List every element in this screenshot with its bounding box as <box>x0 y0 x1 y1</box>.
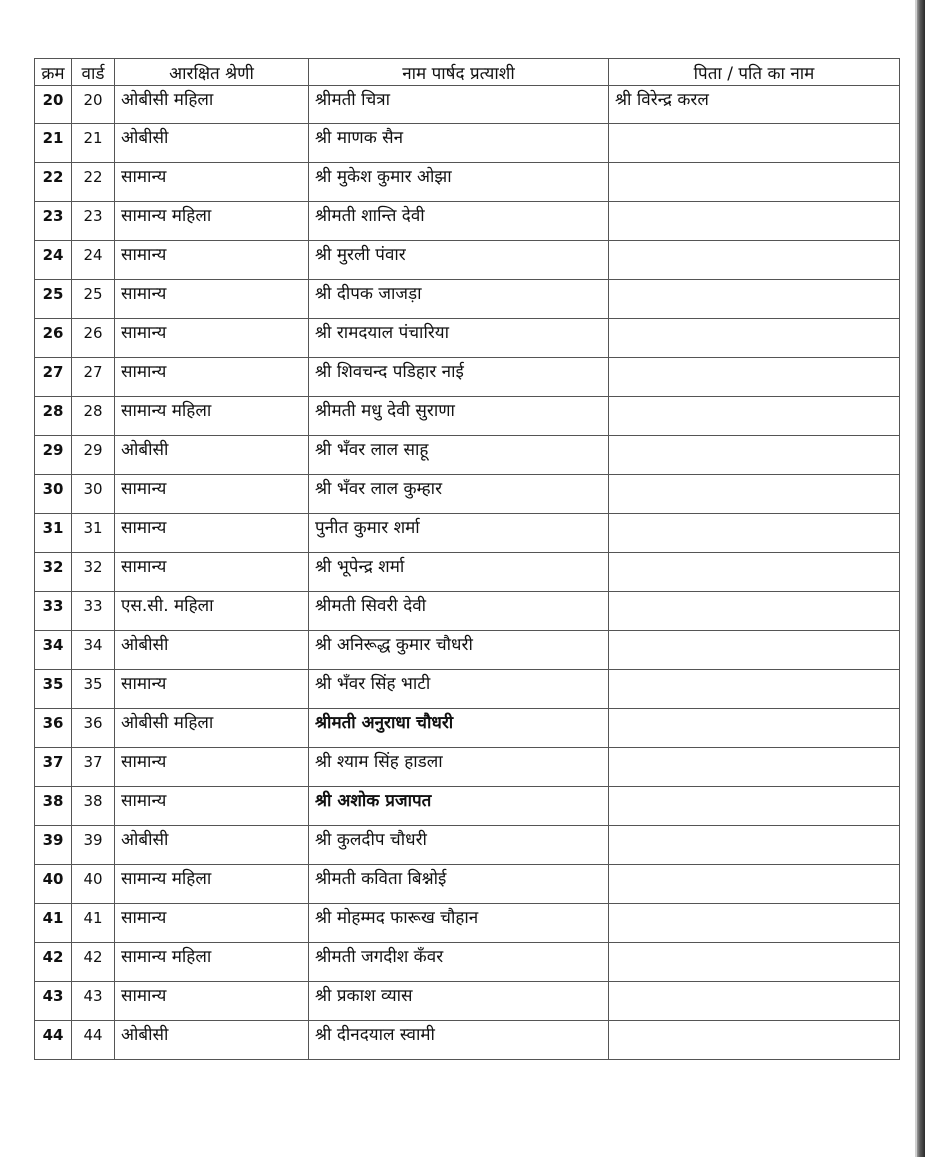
header-father: पिता / पति का नाम <box>609 59 900 86</box>
cell-candidate-name: श्री माणक सैन <box>309 124 609 163</box>
cell-category: सामान्य <box>115 982 309 1021</box>
cell-ward: 35 <box>72 670 115 709</box>
cell-candidate-name: श्री भँवर सिंह भाटी <box>309 670 609 709</box>
cell-ward: 25 <box>72 280 115 319</box>
cell-candidate-name: श्री दीपक जाजड़ा <box>309 280 609 319</box>
cell-ward: 37 <box>72 748 115 787</box>
table-row <box>35 709 900 748</box>
cell-ward: 41 <box>72 904 115 943</box>
cell-candidate-name: श्रीमती कविता बिश्नोई <box>309 865 609 904</box>
cell-father-name <box>609 1021 900 1060</box>
table-row <box>35 1021 900 1060</box>
table-row <box>35 592 900 631</box>
table-row <box>35 514 900 553</box>
cell-father-name <box>609 553 900 592</box>
cell-candidate-name: श्री कुलदीप चौधरी <box>309 826 609 865</box>
cell-candidate-name: श्रीमती चित्रा <box>309 86 609 124</box>
cell-candidate-name: श्रीमती जगदीश कँवर <box>309 943 609 982</box>
cell-serial: 20 <box>35 86 72 124</box>
cell-serial: 32 <box>35 553 72 592</box>
cell-candidate-name: श्रीमती शान्ति देवी <box>309 202 609 241</box>
cell-ward: 27 <box>72 358 115 397</box>
cell-serial: 42 <box>35 943 72 982</box>
cell-candidate-name: श्रीमती सिवरी देवी <box>309 592 609 631</box>
cell-candidate-name: श्री भँवर लाल साहू <box>309 436 609 475</box>
cell-category: सामान्य महिला <box>115 202 309 241</box>
cell-father-name <box>609 358 900 397</box>
cell-serial: 29 <box>35 436 72 475</box>
table-row <box>35 280 900 319</box>
cell-category: सामान्य <box>115 553 309 592</box>
cell-father-name <box>609 826 900 865</box>
cell-father-name <box>609 670 900 709</box>
cell-ward: 33 <box>72 592 115 631</box>
cell-serial: 35 <box>35 670 72 709</box>
cell-father-name <box>609 436 900 475</box>
table-row <box>35 943 900 982</box>
cell-ward: 40 <box>72 865 115 904</box>
cell-serial: 30 <box>35 475 72 514</box>
cell-serial: 44 <box>35 1021 72 1060</box>
cell-category: ओबीसी <box>115 436 309 475</box>
cell-serial: 27 <box>35 358 72 397</box>
table-row <box>35 358 900 397</box>
cell-serial: 40 <box>35 865 72 904</box>
cell-father-name <box>609 397 900 436</box>
cell-category: एस.सी. महिला <box>115 592 309 631</box>
cell-serial: 43 <box>35 982 72 1021</box>
cell-category: सामान्य महिला <box>115 865 309 904</box>
cell-father-name: श्री विरेन्द्र करल <box>609 86 900 124</box>
cell-category: ओबीसी <box>115 1021 309 1060</box>
cell-ward: 28 <box>72 397 115 436</box>
cell-serial: 31 <box>35 514 72 553</box>
cell-father-name <box>609 319 900 358</box>
table-row <box>35 163 900 202</box>
cell-ward: 44 <box>72 1021 115 1060</box>
cell-category: सामान्य <box>115 319 309 358</box>
cell-father-name <box>609 982 900 1021</box>
cell-serial: 26 <box>35 319 72 358</box>
cell-ward: 24 <box>72 241 115 280</box>
cell-candidate-name: श्री शिवचन्द पडिहार नाई <box>309 358 609 397</box>
cell-ward: 26 <box>72 319 115 358</box>
cell-father-name <box>609 904 900 943</box>
table-row <box>35 202 900 241</box>
page-edge-shadow <box>917 0 925 1157</box>
cell-ward: 34 <box>72 631 115 670</box>
cell-candidate-name: श्री दीनदयाल स्वामी <box>309 1021 609 1060</box>
cell-category: सामान्य महिला <box>115 397 309 436</box>
cell-ward: 39 <box>72 826 115 865</box>
cell-ward: 42 <box>72 943 115 982</box>
header-ward: वार्ड <box>72 59 115 86</box>
cell-category: सामान्य <box>115 670 309 709</box>
cell-category: सामान्य <box>115 514 309 553</box>
cell-category: सामान्य <box>115 904 309 943</box>
header-serial: क्रम <box>35 59 72 86</box>
cell-ward: 22 <box>72 163 115 202</box>
cell-candidate-name: श्रीमती अनुराधा चौधरी <box>309 709 609 748</box>
cell-serial: 22 <box>35 163 72 202</box>
table-row <box>35 436 900 475</box>
cell-ward: 21 <box>72 124 115 163</box>
table-row <box>35 475 900 514</box>
table-row <box>35 826 900 865</box>
cell-father-name <box>609 709 900 748</box>
cell-father-name <box>609 865 900 904</box>
cell-ward: 43 <box>72 982 115 1021</box>
header-category: आरक्षित श्रेणी <box>115 59 309 86</box>
cell-candidate-name: श्री अशोक प्रजापत <box>309 787 609 826</box>
table-row <box>35 124 900 163</box>
table-header-row <box>35 59 900 86</box>
cell-serial: 25 <box>35 280 72 319</box>
table-row <box>35 670 900 709</box>
cell-father-name <box>609 592 900 631</box>
cell-ward: 31 <box>72 514 115 553</box>
table-row <box>35 553 900 592</box>
cell-category: ओबीसी महिला <box>115 86 309 124</box>
cell-candidate-name: श्रीमती मधु देवी सुराणा <box>309 397 609 436</box>
cell-serial: 34 <box>35 631 72 670</box>
cell-father-name <box>609 943 900 982</box>
cell-serial: 38 <box>35 787 72 826</box>
cell-serial: 33 <box>35 592 72 631</box>
cell-father-name <box>609 241 900 280</box>
cell-candidate-name: श्री मुरली पंवार <box>309 241 609 280</box>
cell-candidate-name: श्री प्रकाश व्यास <box>309 982 609 1021</box>
cell-serial: 21 <box>35 124 72 163</box>
cell-serial: 36 <box>35 709 72 748</box>
cell-ward: 36 <box>72 709 115 748</box>
cell-ward: 32 <box>72 553 115 592</box>
cell-serial: 41 <box>35 904 72 943</box>
table-row <box>35 787 900 826</box>
cell-father-name <box>609 787 900 826</box>
cell-serial: 28 <box>35 397 72 436</box>
cell-candidate-name: श्री श्याम सिंह हाडला <box>309 748 609 787</box>
cell-category: सामान्य <box>115 748 309 787</box>
cell-father-name <box>609 514 900 553</box>
cell-candidate-name: श्री मोहम्मद फारूख चौहान <box>309 904 609 943</box>
candidate-table <box>34 58 900 1060</box>
header-candidate: नाम पार्षद प्रत्याशी <box>309 59 609 86</box>
table-row <box>35 865 900 904</box>
table-row <box>35 241 900 280</box>
table-row <box>35 631 900 670</box>
cell-ward: 20 <box>72 86 115 124</box>
cell-candidate-name: पुनीत कुमार शर्मा <box>309 514 609 553</box>
cell-category: ओबीसी <box>115 124 309 163</box>
table-row <box>35 86 900 124</box>
cell-father-name <box>609 202 900 241</box>
cell-ward: 23 <box>72 202 115 241</box>
cell-candidate-name: श्री भूपेन्द्र शर्मा <box>309 553 609 592</box>
cell-ward: 38 <box>72 787 115 826</box>
table-row <box>35 397 900 436</box>
table-row <box>35 748 900 787</box>
table-row <box>35 904 900 943</box>
cell-category: सामान्य <box>115 787 309 826</box>
cell-father-name <box>609 280 900 319</box>
cell-father-name <box>609 748 900 787</box>
cell-father-name <box>609 631 900 670</box>
table-row <box>35 982 900 1021</box>
cell-ward: 30 <box>72 475 115 514</box>
cell-category: सामान्य <box>115 475 309 514</box>
cell-father-name <box>609 475 900 514</box>
table-body <box>35 86 900 1060</box>
table-row <box>35 319 900 358</box>
cell-father-name <box>609 163 900 202</box>
cell-category: सामान्य <box>115 358 309 397</box>
cell-candidate-name: श्री अनिरूद्ध कुमार चौधरी <box>309 631 609 670</box>
cell-serial: 23 <box>35 202 72 241</box>
cell-category: ओबीसी <box>115 631 309 670</box>
cell-candidate-name: श्री मुकेश कुमार ओझा <box>309 163 609 202</box>
cell-candidate-name: श्री भँवर लाल कुम्हार <box>309 475 609 514</box>
cell-serial: 37 <box>35 748 72 787</box>
cell-serial: 24 <box>35 241 72 280</box>
cell-ward: 29 <box>72 436 115 475</box>
cell-category: ओबीसी <box>115 826 309 865</box>
cell-category: सामान्य <box>115 280 309 319</box>
cell-category: ओबीसी महिला <box>115 709 309 748</box>
cell-serial: 39 <box>35 826 72 865</box>
cell-category: सामान्य <box>115 241 309 280</box>
cell-category: सामान्य महिला <box>115 943 309 982</box>
cell-candidate-name: श्री रामदयाल पंचारिया <box>309 319 609 358</box>
cell-category: सामान्य <box>115 163 309 202</box>
cell-father-name <box>609 124 900 163</box>
